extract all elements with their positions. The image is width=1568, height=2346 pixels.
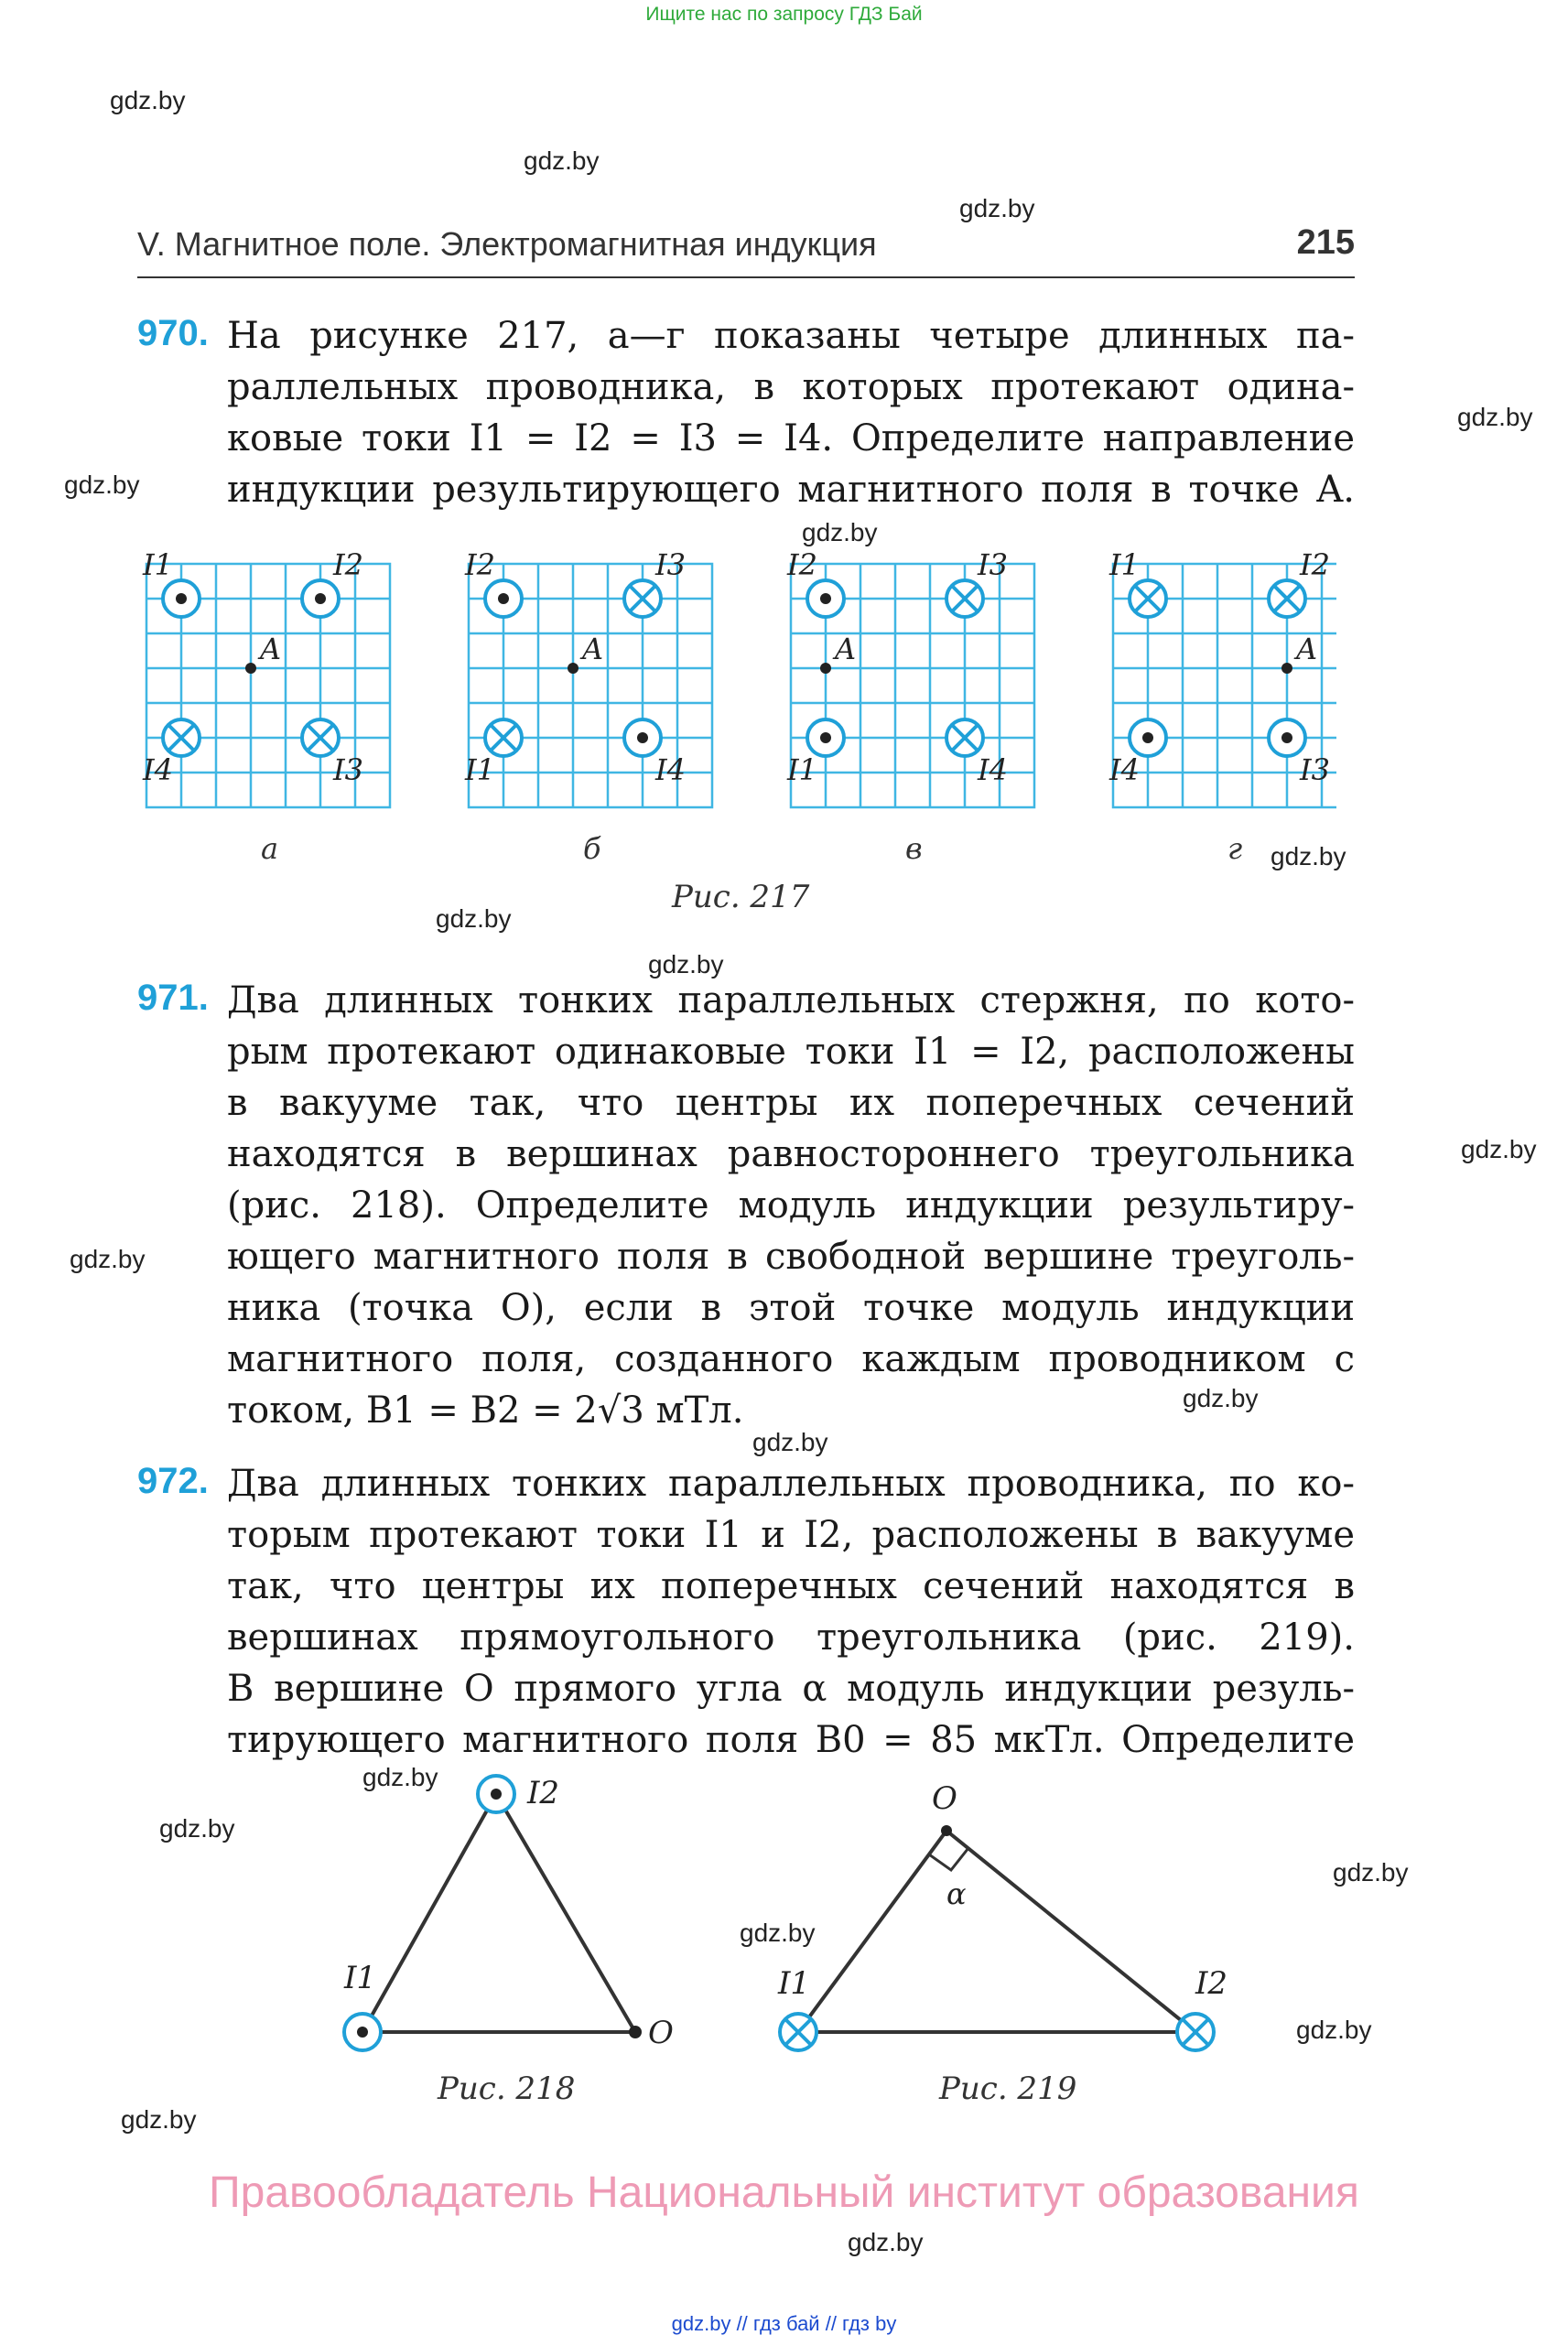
top-note: Ищите нас по запросу ГДЗ Бай [645, 4, 923, 25]
conductor-label: I3 [978, 547, 1008, 582]
conductor-out-icon [1269, 719, 1305, 756]
text-line: раллельных проводника, в которых протекают одина- [227, 366, 1355, 408]
watermark: gdz.by [436, 904, 512, 933]
conductor-in-icon [302, 719, 339, 756]
conductor-label: I4 [655, 752, 686, 787]
watermark: gdz.by [1271, 842, 1346, 870]
watermark: gdz.by [524, 146, 600, 175]
watermark: gdz.by [1296, 2016, 1372, 2044]
conductor-in-icon [1269, 580, 1305, 617]
text-line: магнитного поля, созданного каждым проводником с [227, 1338, 1355, 1380]
right-angle-mark [929, 1848, 968, 1870]
conductor-label: I2 [465, 547, 495, 582]
conductor-label: I2 [333, 547, 363, 582]
conductor-in-icon [624, 580, 661, 617]
figure-218 [311, 1757, 714, 2069]
text-line: ника (точка O), если в этой точке модуль индукции [227, 1287, 1355, 1329]
watermark: gdz.by [740, 1919, 816, 1947]
label-i2: I2 [527, 1775, 560, 1811]
point-a-label: A [582, 632, 604, 666]
watermark: gdz.by [848, 2228, 924, 2256]
panel-1 [142, 547, 390, 866]
label-o: O [648, 2015, 674, 2051]
conductor-out-icon [302, 580, 339, 617]
watermark: gdz.by [752, 1428, 828, 1456]
text-line: (рис. 218). Определите модуль индукции результиру- [227, 1184, 1355, 1227]
conductor-label: I1 [787, 752, 817, 787]
panel-2 [464, 547, 712, 866]
point-a-label: A [260, 632, 282, 666]
conductor-out-icon [344, 2014, 381, 2050]
text-line: в вакууме так, что центры их поперечных сечений [227, 1082, 1355, 1124]
conductor-label: I2 [787, 547, 817, 582]
label-i1: I1 [778, 1965, 811, 2002]
label-i1: I1 [344, 1960, 377, 1996]
problem-number: 971. [137, 978, 209, 1018]
watermark: gdz.by [648, 950, 724, 978]
watermark: gdz.by [802, 518, 878, 546]
point-o [941, 1825, 952, 1836]
conductor-out-icon [478, 1776, 514, 1812]
bottom-note: gdz.by // гдз бай // гдз by [671, 2312, 897, 2335]
text-line: находятся в вершинах равностороннего треугольника [227, 1133, 1355, 1175]
page-number: 215 [1296, 223, 1355, 262]
page-header [137, 220, 1355, 278]
figure-219 [751, 1767, 1263, 2069]
text-line: индукции результирующего магнитного поля в точке A. [227, 469, 1355, 511]
watermark: gdz.by [362, 1763, 438, 1791]
figure-caption: Рис. 218 [438, 2070, 576, 2107]
figure-caption: Рис. 217 [672, 879, 810, 915]
conductor-label: I3 [1300, 752, 1330, 787]
text-line: ковые токи I1 = I2 = I3 = I4. Определите направление [227, 417, 1355, 459]
conductor-label: I3 [333, 752, 363, 787]
conductor-in-icon [163, 719, 200, 756]
watermark: gdz.by [1457, 403, 1533, 431]
conductor-in-icon [1130, 580, 1166, 617]
text-line: Два длинных тонких параллельных стержня, по кото- [227, 979, 1355, 1022]
watermark: gdz.by [1461, 1135, 1537, 1163]
conductor-label: I4 [1109, 752, 1140, 787]
text-line: рым протекают одинаковые токи I1 = I2, расположены [227, 1031, 1355, 1073]
label-o: O [932, 1780, 957, 1817]
conductor-label: I2 [1300, 547, 1330, 582]
panel-label: б [583, 831, 601, 866]
text-line: тирующего магнитного поля B0 = 85 мкТл. Определите [227, 1719, 1355, 1761]
watermark: gdz.by [110, 86, 186, 114]
text-line: На рисунке 217, а—г показаны четыре длинных па- [227, 315, 1355, 357]
conductor-label: I4 [978, 752, 1008, 787]
problem-number: 972. [137, 1461, 209, 1501]
figure-caption: Рис. 219 [939, 2070, 1077, 2107]
watermark: gdz.by [70, 1245, 146, 1273]
conductor-out-icon [485, 580, 522, 617]
point-a [245, 663, 256, 674]
text-line: В вершине O прямого угла α модуль индукции резуль- [227, 1668, 1355, 1710]
conductor-label: I4 [143, 752, 173, 787]
conductor-out-icon [163, 580, 200, 617]
conductor-label: I1 [1109, 547, 1140, 582]
problem-number: 970. [137, 313, 209, 353]
panel-label: г [1227, 831, 1243, 866]
point-a [1281, 663, 1292, 674]
panel-4 [1108, 547, 1336, 866]
text-line: Два длинных тонких параллельных проводника, по ко- [227, 1463, 1355, 1505]
panel-3 [786, 547, 1034, 866]
watermark: gdz.by [959, 194, 1035, 222]
watermark: gdz.by [64, 470, 140, 499]
text-line: вершинах прямоугольного треугольника (рис. 219). [227, 1616, 1355, 1659]
conductor-out-icon [807, 580, 844, 617]
point-a-label: A [1296, 632, 1318, 666]
panel-label: в [905, 831, 923, 866]
label-alpha: α [946, 1876, 967, 1911]
point-a-label: A [835, 632, 857, 666]
watermark: gdz.by [159, 1814, 235, 1843]
figure-217 [128, 546, 1336, 930]
conductor-label: I1 [465, 752, 495, 787]
conductor-in-icon [1177, 2014, 1214, 2050]
conductor-label: I3 [655, 547, 686, 582]
point-o [629, 2026, 642, 2038]
conductor-in-icon [946, 580, 983, 617]
watermark: gdz.by [1183, 1384, 1259, 1412]
point-a [820, 663, 831, 674]
conductor-out-icon [1130, 719, 1166, 756]
text-line: торым протекают токи I1 и I2, расположены в вакууме [227, 1514, 1355, 1556]
conductor-label: I1 [143, 547, 173, 582]
panel-label: а [261, 831, 279, 866]
chapter-title: V. Магнитное поле. Электромагнитная индукция [137, 225, 877, 263]
watermark: gdz.by [121, 2105, 197, 2134]
watermark: gdz.by [1333, 1858, 1409, 1887]
text-line: ющего магнитного поля в свободной вершине треуголь- [227, 1236, 1355, 1278]
text-line: током, B1 = B2 = 2√3 мТл. [227, 1389, 744, 1432]
copyright-footer: Правообладатель Национальный институт образования [209, 2168, 1359, 2217]
conductor-out-icon [807, 719, 844, 756]
conductor-in-icon [485, 719, 522, 756]
conductor-in-icon [780, 2014, 816, 2050]
text-line: так, что центры их поперечных сечений находятся в [227, 1565, 1355, 1607]
label-i2: I2 [1195, 1965, 1228, 2002]
point-a [568, 663, 579, 674]
conductor-out-icon [624, 719, 661, 756]
conductor-in-icon [946, 719, 983, 756]
